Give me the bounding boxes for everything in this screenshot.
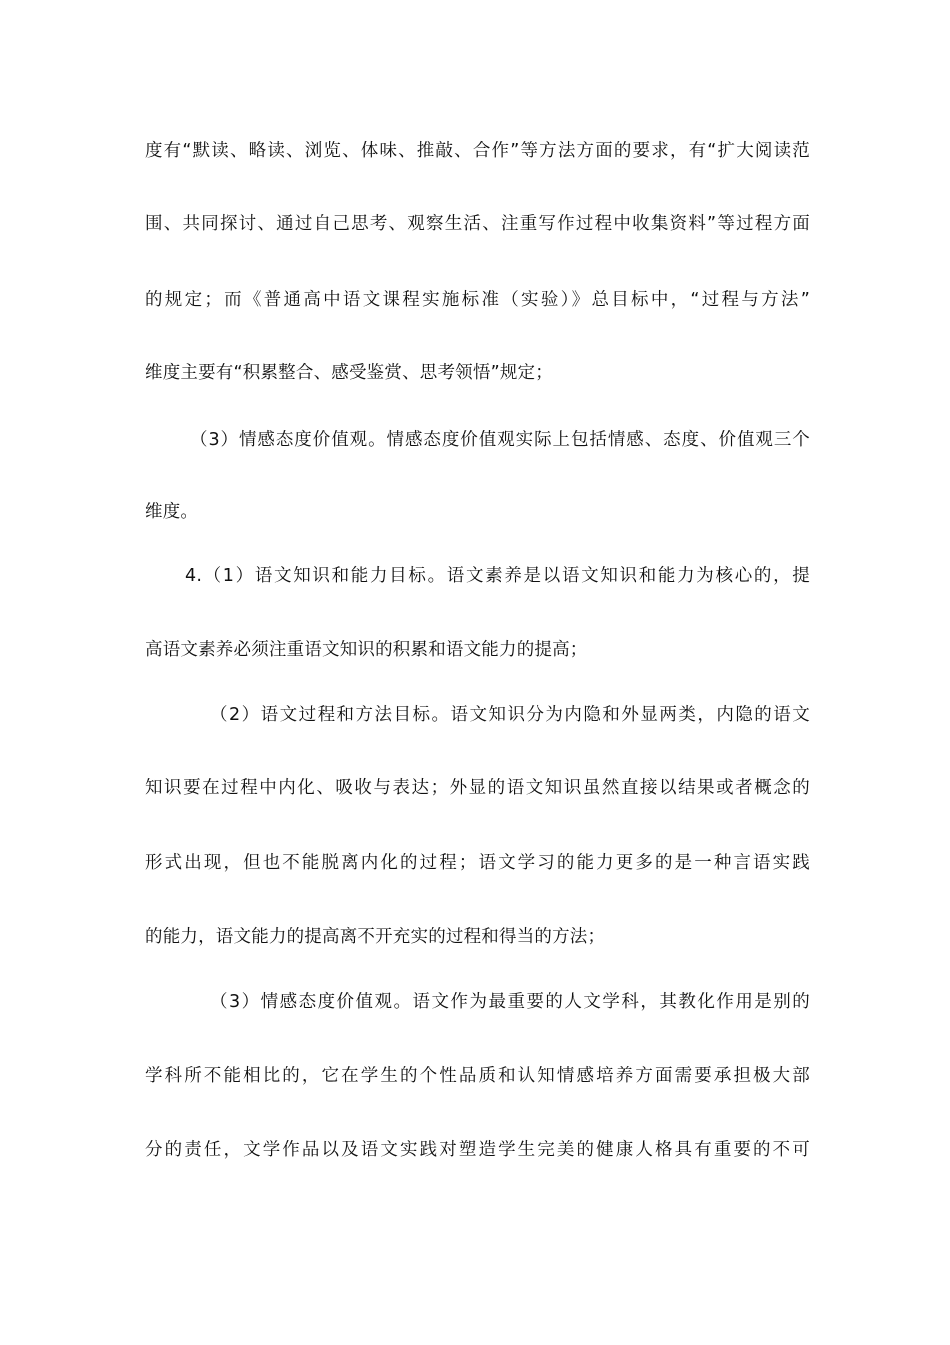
text-line-5: （3）情感态度价值观。情感态度价值观实际上包括情感、态度、价值观三个 [190,430,810,450]
text-line-2: 围、共同探讨、通过自己思考、观察生活、注重写作过程中收集资料”等过程方面 [145,214,810,234]
text-line-15: 分的责任，文学作品以及语文实践对塑造学生完美的健康人格具有重要的不可 [145,1140,810,1160]
text-line-8: 高语文素养必须注重语文知识的积累和语文能力的提高； [145,640,588,660]
text-line-11: 形式出现，但也不能脱离内化的过程；语文学习的能力更多的是一种言语实践 [145,853,810,873]
text-line-1: 度有“默读、略读、浏览、体味、推敲、合作”等方法方面的要求，有“扩大阅读范 [145,141,810,161]
text-line-14: 学科所不能相比的，它在学生的个性品质和认知情感培养方面需要承担极大部 [145,1066,810,1086]
text-line-6: 维度。 [145,502,199,522]
text-line-13: （3）情感态度价值观。语文作为最重要的人文学科，其教化作用是别的 [210,992,810,1012]
text-line-4: 维度主要有“积累整合、感受鉴赏、思考领悟”规定； [145,363,553,383]
text-line-7: 4.（1）语文知识和能力目标。语文素养是以语文知识和能力为核心的，提 [185,566,810,586]
text-line-3: 的规定；而《普通高中语文课程实施标准（实验）》总目标中，“过程与方法” [145,290,810,310]
text-line-10: 知识要在过程中内化、吸收与表达；外显的语文知识虽然直接以结果或者概念的 [145,778,810,798]
text-line-9: （2）语文过程和方法目标。语文知识分为内隐和外显两类，内隐的语文 [210,705,810,725]
text-line-12: 的能力，语文能力的提高离不开充实的过程和得当的方法； [145,927,606,947]
